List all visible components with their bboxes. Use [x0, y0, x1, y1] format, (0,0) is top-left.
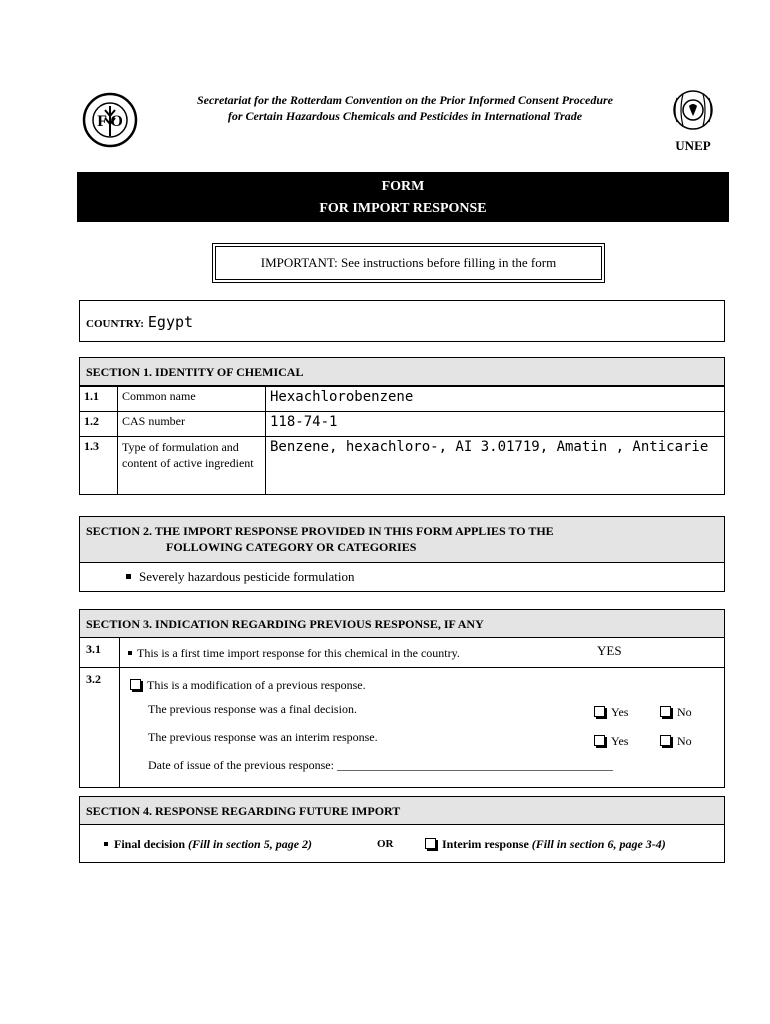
row-3-1 [79, 638, 725, 668]
checkbox-icon [594, 706, 605, 717]
country-value[interactable]: Egypt [147, 313, 194, 331]
date-of-issue-field[interactable]: Date of issue of the previous response: ______________________________________________ [148, 758, 613, 772]
yes-label: Yes [611, 734, 629, 748]
or-label: OR [377, 838, 394, 850]
cas-number-value[interactable]: 118-74-1 [266, 412, 725, 437]
row-label: CAS number [118, 412, 266, 437]
secretariat-line-1: Secretariat for the Rotterdam Convention on the Prior Informed Consent Procedure [196, 93, 614, 107]
first-time-response[interactable] [128, 646, 460, 661]
bullet-icon [104, 842, 108, 846]
important-note-box [212, 243, 605, 283]
section-4-heading: SECTION 4. RESPONSE REGARDING FUTURE IMPORT [79, 796, 725, 825]
checkbox-icon [660, 706, 671, 717]
unep-label: UNEP [675, 138, 711, 153]
interim-yes-checkbox[interactable] [594, 734, 628, 749]
final-decision-label: Final decision [114, 837, 186, 851]
country-field[interactable] [79, 300, 725, 342]
category-label: Severely hazardous pesticide formulation [139, 569, 355, 584]
row-label: Common name [118, 387, 266, 412]
interim-text: The previous response was an interim response. [148, 730, 378, 744]
first-time-text: This is a first time import response for this chemical in the country. [137, 646, 460, 660]
row-number: 1.3 [80, 437, 118, 495]
future-import-options [79, 825, 725, 863]
bullet-icon [128, 651, 132, 655]
checkbox-icon [425, 838, 436, 849]
interim-response-option[interactable] [425, 837, 666, 852]
interim-response-note: (Fill in section 6, page 3-4) [531, 837, 666, 851]
no-label: No [677, 705, 692, 719]
row-number: 1.2 [80, 412, 118, 437]
section-2 [79, 516, 725, 592]
section-2-heading-line-2: FOLLOWING CATEGORY OR CATEGORIES [166, 540, 417, 554]
checkbox-icon [130, 679, 141, 690]
section-2-heading [79, 516, 725, 563]
interim-response-label: Interim response [442, 837, 529, 851]
final-no-checkbox[interactable] [660, 705, 692, 720]
row-number: 3.2 [80, 668, 120, 787]
category-item [79, 563, 725, 592]
row-label: Type of formulation and content of active ingredient [118, 437, 266, 495]
secretariat-header [160, 92, 650, 124]
form-title-line-2: FOR IMPORT RESPONSE [319, 201, 487, 216]
country-label: COUNTRY: [86, 318, 144, 330]
fao-logo [80, 92, 140, 148]
bullet-icon [126, 574, 131, 579]
form-title [77, 172, 729, 222]
no-label: No [677, 734, 692, 748]
row-number: 1.1 [80, 387, 118, 412]
modification-option[interactable] [130, 678, 366, 693]
section-3 [79, 609, 725, 788]
checkbox-icon [594, 735, 605, 746]
form-title-line-1: FORM [381, 179, 425, 194]
section-4 [79, 796, 725, 863]
final-yes-checkbox[interactable] [594, 705, 628, 720]
first-time-answer[interactable]: YES [597, 643, 622, 658]
table-row [80, 437, 725, 495]
common-name-value[interactable]: Hexachlorobenzene [266, 387, 725, 412]
section-2-heading-line-1: SECTION 2. THE IMPORT RESPONSE PROVIDED IN THIS FORM APPLIES TO THE [86, 524, 554, 538]
checkbox-icon [660, 735, 671, 746]
modification-text: This is a modification of a previous response. [147, 678, 366, 692]
section-1 [79, 357, 725, 495]
final-decision-text: The previous response was a final decision. [148, 702, 357, 716]
section-1-heading: SECTION 1. IDENTITY OF CHEMICAL [79, 357, 725, 386]
yes-label: Yes [611, 705, 629, 719]
important-note: IMPORTANT: See instructions before filling in the form [215, 246, 602, 280]
row-3-2 [79, 668, 725, 788]
secretariat-line-2: for Certain Hazardous Chemicals and Pesticides in International Trade [227, 109, 583, 123]
final-decision-option[interactable] [104, 837, 312, 852]
section-3-heading: SECTION 3. INDICATION REGARDING PREVIOUS RESPONSE, IF ANY [79, 609, 725, 638]
table-row [80, 387, 725, 412]
table-row [80, 412, 725, 437]
chemical-identity-table [79, 386, 725, 495]
svg-text:F O: F O [97, 113, 123, 130]
final-decision-note: (Fill in section 5, page 2) [188, 837, 313, 851]
unep-logo [665, 88, 721, 153]
interim-no-checkbox[interactable] [660, 734, 692, 749]
formulation-value[interactable]: Benzene, hexachloro-, AI 3.01719, Amatin , Anticarie [266, 437, 725, 495]
row-number: 3.1 [80, 638, 120, 667]
